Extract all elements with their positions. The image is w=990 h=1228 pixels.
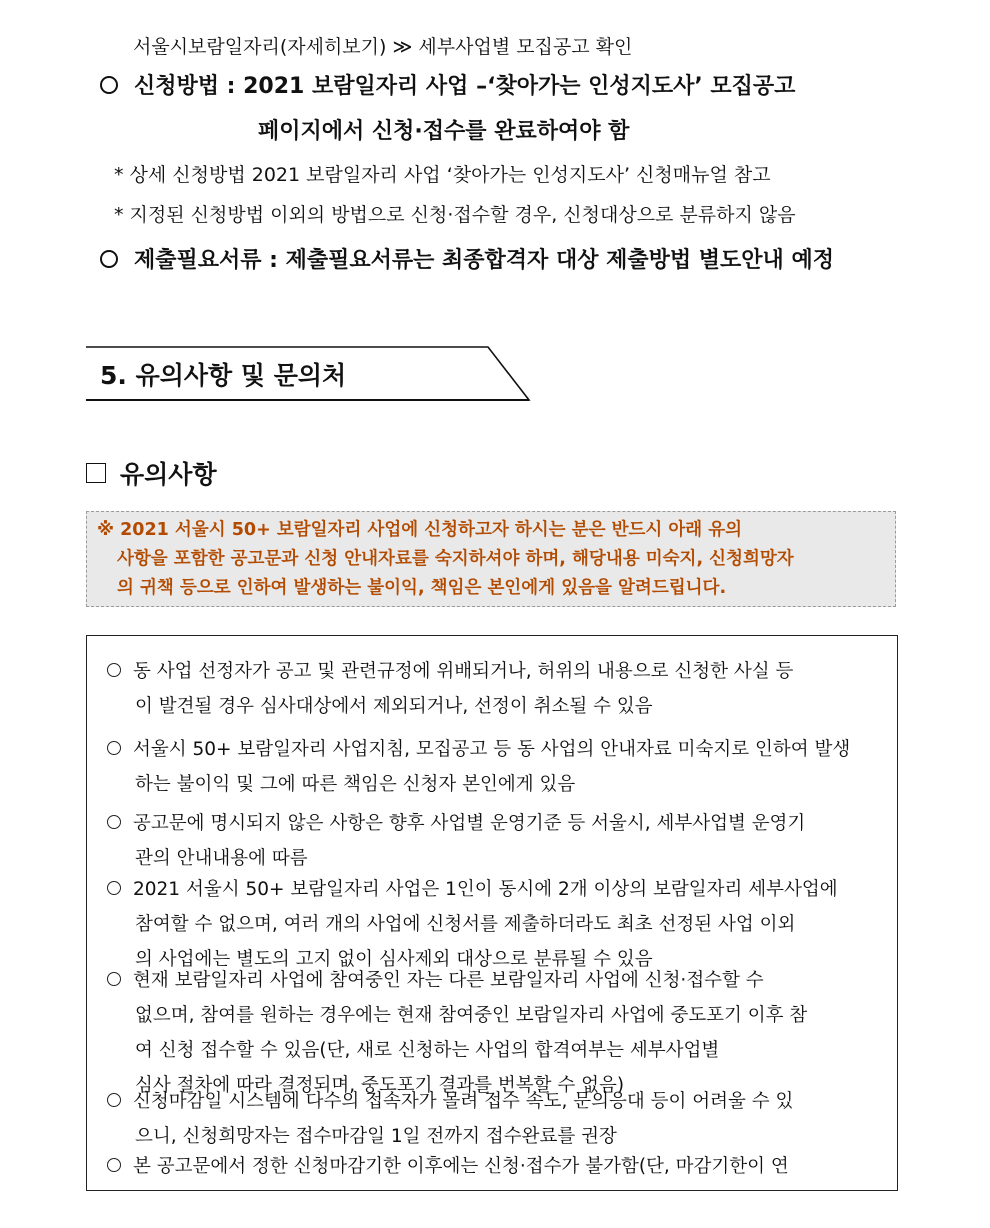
circle-bullet-icon bbox=[107, 1093, 121, 1107]
circle-bullet-icon bbox=[107, 741, 121, 755]
circle-bullet-icon bbox=[107, 1158, 121, 1172]
item-text: 하는 불이익 및 그에 따른 책임은 신청자 본인에게 있음 bbox=[135, 774, 576, 795]
method-line-2: 페이지에서 신청·접수를 완료하여야 함 bbox=[258, 119, 630, 144]
notice-list-box bbox=[86, 635, 898, 1191]
item-text: 관의 안내내용에 따름 bbox=[135, 848, 308, 869]
note-line-2: * 지정된 신청방법 이외의 방법으로 신청·접수할 경우, 신청대상으로 분류하지 않음 bbox=[114, 204, 796, 226]
list-item bbox=[107, 806, 805, 876]
item-text: 공고문에 명시되지 않은 사항은 향후 사업별 운영기준 등 서울시, 세부사업별 운영기 bbox=[133, 813, 806, 834]
item-text: 본 공고문에서 정한 신청마감기한 이후에는 신청·접수가 불가함(단, 마감기한이 연 bbox=[133, 1156, 789, 1177]
warning-box bbox=[86, 511, 896, 607]
circle-bullet-icon bbox=[107, 663, 121, 677]
item-text: 신청마감일 시스템에 다수의 접속자가 몰려 접수 속도, 문의응대 등이 어려울 수 있 bbox=[133, 1091, 794, 1112]
notice-heading: 유의사항 bbox=[120, 460, 217, 489]
item-text: 2021 서울시 50+ 보람일자리 사업은 1인이 동시에 2개 이상의 보람일자리 세부사업에 bbox=[133, 879, 838, 900]
item-text: 심사 절차에 따라 결정되며, 중도포기 결과를 번복할 수 없음) bbox=[135, 1075, 625, 1096]
warning-line: 사항을 포함한 공고문과 신청 안내자료를 숙지하셔야 하며, 해당내용 미숙지, 신청희망자 bbox=[117, 549, 794, 569]
circle-bullet-icon bbox=[107, 815, 121, 829]
item-text: 여 신청 접수할 수 있음(단, 새로 신청하는 사업의 합격여부는 세부사업별 bbox=[135, 1040, 720, 1061]
note-line-1: * 상세 신청방법 2021 보람일자리 사업 ‘찾아가는 인성지도사’ 신청매뉴얼 참고 bbox=[114, 164, 771, 186]
warning-line: ※ 2021 서울시 50+ 보람일자리 사업에 신청하고자 하시는 분은 반드시 아래 유의 bbox=[97, 520, 743, 540]
section-heading: 5. 유의사항 및 문의처 bbox=[100, 361, 347, 390]
section-heading-box bbox=[86, 346, 531, 402]
circle-bullet-icon bbox=[100, 250, 118, 268]
list-item bbox=[107, 732, 850, 802]
list-item bbox=[107, 1084, 793, 1154]
list-item bbox=[107, 963, 807, 1103]
circle-bullet-icon bbox=[107, 972, 121, 986]
list-item bbox=[107, 1149, 789, 1184]
list-item bbox=[107, 872, 838, 977]
item-text: 의 사업에는 별도의 고지 없이 심사제외 대상으로 분류될 수 있음 bbox=[135, 949, 653, 970]
item-text: 없으며, 참여를 원하는 경우에는 현재 참여중인 보람일자리 사업에 중도포기 이후 참 bbox=[135, 1005, 808, 1026]
item-text: 이 발견될 경우 심사대상에서 제외되거나, 선정이 취소될 수 있음 bbox=[135, 696, 653, 717]
notice-heading-row bbox=[86, 455, 217, 491]
item-text: 서울시 50+ 보람일자리 사업지침, 모집공고 등 동 사업의 안내자료 미숙지로 인하여 발생 bbox=[133, 739, 851, 760]
list-item bbox=[107, 654, 793, 724]
method-line-1 bbox=[100, 69, 795, 100]
docs-line bbox=[100, 243, 834, 274]
circle-bullet-icon bbox=[107, 881, 121, 895]
docs-text: 제출필요서류 : 제출필요서류는 최종합격자 대상 제출방법 별도안내 예정 bbox=[134, 248, 834, 273]
top-line: 서울시보람일자리(자세히보기) ≫ 세부사업별 모집공고 확인 bbox=[133, 36, 633, 58]
item-text: 으니, 신청희망자는 접수마감일 1일 전까지 접수완료를 권장 bbox=[135, 1126, 617, 1147]
warning-line: 의 귀책 등으로 인하여 발생하는 불이익, 책임은 본인에게 있음을 알려드립니다. bbox=[117, 578, 727, 598]
item-text: 참여할 수 없으며, 여러 개의 사업에 신청서를 제출하더라도 최초 선정된 사업 이외 bbox=[135, 914, 796, 935]
circle-bullet-icon bbox=[100, 76, 118, 94]
method-text-1: 신청방법 : 2021 보람일자리 사업 –‘찾아가는 인성지도사’ 모집공고 bbox=[134, 74, 796, 99]
checkbox-square-icon bbox=[86, 463, 106, 483]
item-text: 현재 보람일자리 사업에 참여중인 자는 다른 보람일자리 사업에 신청·접수할 수 bbox=[133, 970, 764, 991]
item-text: 동 사업 선정자가 공고 및 관련규정에 위배되거나, 허위의 내용으로 신청한 사실 등 bbox=[133, 661, 794, 682]
